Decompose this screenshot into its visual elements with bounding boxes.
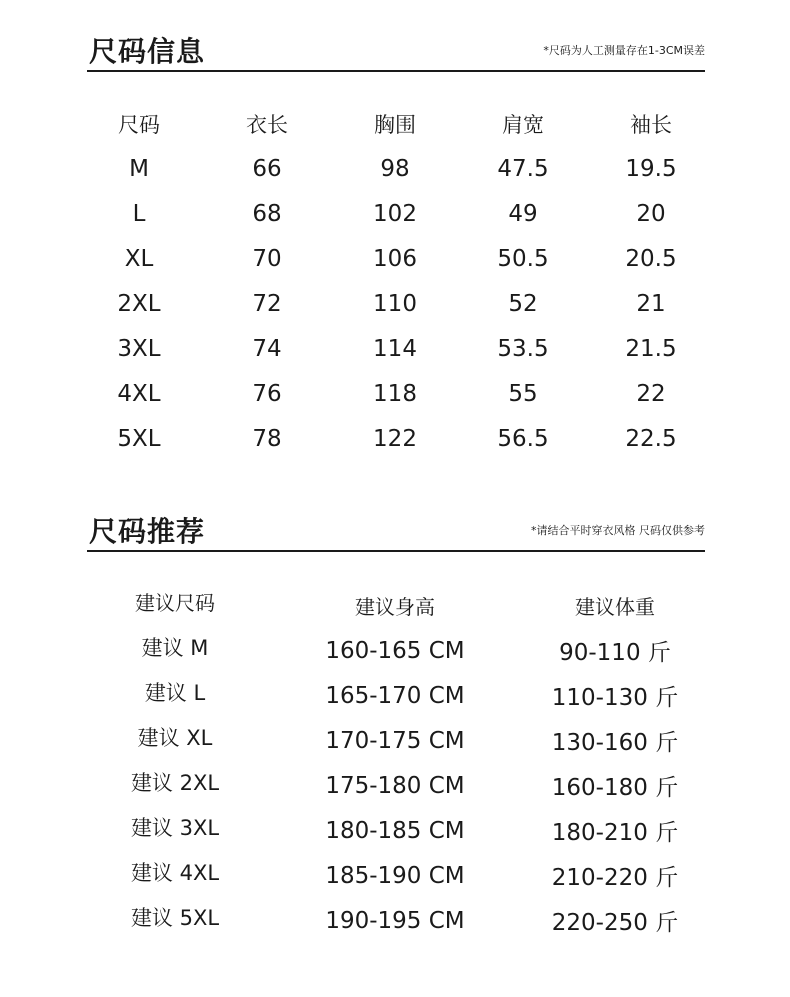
size-recommend-cell: 建议 L bbox=[144, 680, 206, 705]
size-recommend-column-header: 建议尺码 bbox=[135, 591, 215, 615]
table-row bbox=[75, 628, 715, 673]
table-row bbox=[75, 898, 715, 943]
size-info-note: *尺码为人工测量存在1-3CM误差 bbox=[543, 44, 705, 57]
size-recommend-cell: 建议 5XL bbox=[130, 905, 220, 930]
size-info-cell: 106 bbox=[373, 245, 417, 272]
size-recommend-cell: 建议 4XL bbox=[130, 860, 220, 885]
size-info-cell: 21 bbox=[636, 290, 666, 317]
size-recommend-cell: 130-160 斤 bbox=[551, 730, 679, 756]
size-info-column-header: 尺码 bbox=[118, 112, 160, 137]
size-info-cell: M bbox=[129, 155, 149, 182]
size-recommend-cell: 建议 XL bbox=[137, 725, 213, 750]
size-info-cell: 22.5 bbox=[625, 425, 677, 452]
size-recommend-header bbox=[87, 510, 705, 550]
size-info-cell: 3XL bbox=[117, 335, 161, 362]
size-recommend-cell: 90-110 斤 bbox=[559, 640, 671, 666]
size-info-cell: 21.5 bbox=[625, 335, 677, 362]
size-info-cell: L bbox=[132, 200, 146, 227]
size-recommend-column-header: 建议体重 bbox=[575, 595, 655, 619]
size-info-column-header: 肩宽 bbox=[502, 112, 544, 137]
table-row bbox=[75, 718, 715, 763]
size-info-cell: 102 bbox=[373, 200, 417, 227]
size-info-cell: 49 bbox=[508, 200, 538, 227]
table-row bbox=[75, 808, 715, 853]
size-info-cell: 50.5 bbox=[497, 245, 549, 272]
size-info-header-row bbox=[75, 101, 715, 146]
size-recommend-cell: 110-130 斤 bbox=[551, 685, 679, 711]
size-info-cell: 4XL bbox=[117, 380, 161, 407]
size-info-cell: 66 bbox=[252, 155, 282, 182]
table-row bbox=[75, 853, 715, 898]
table-row bbox=[75, 673, 715, 718]
size-info-cell: 114 bbox=[373, 335, 417, 362]
size-info-cell: 5XL bbox=[117, 425, 161, 452]
size-info-cell: 20.5 bbox=[625, 245, 677, 272]
size-recommend-table bbox=[75, 583, 715, 943]
table-row bbox=[75, 191, 715, 236]
size-info-cell: 118 bbox=[373, 380, 417, 407]
size-info-header bbox=[87, 30, 705, 70]
size-recommend-cell: 160-180 斤 bbox=[551, 775, 679, 801]
table-row bbox=[75, 236, 715, 281]
size-recommend-cell: 160-165 CM bbox=[325, 637, 465, 664]
size-info-table bbox=[75, 101, 715, 461]
size-info-cell: 122 bbox=[373, 425, 417, 452]
size-info-cell: 72 bbox=[252, 290, 282, 317]
size-recommend-cell: 170-175 CM bbox=[325, 727, 465, 754]
size-info-cell: 22 bbox=[636, 380, 666, 407]
size-recommend-cell: 180-185 CM bbox=[325, 817, 465, 844]
size-recommend-divider bbox=[87, 550, 705, 552]
size-info-cell: 52 bbox=[508, 290, 538, 317]
size-info-cell: 53.5 bbox=[497, 335, 549, 362]
size-recommend-header-row bbox=[75, 583, 715, 628]
size-info-cell: 70 bbox=[252, 245, 282, 272]
size-info-cell: 68 bbox=[252, 200, 282, 227]
size-recommend-cell: 建议 M bbox=[141, 635, 209, 660]
size-info-title: 尺码信息 bbox=[89, 35, 206, 68]
table-row bbox=[75, 326, 715, 371]
size-recommend-cell: 建议 2XL bbox=[130, 770, 220, 795]
size-recommend-cell: 建议 3XL bbox=[130, 815, 220, 840]
size-recommend-cell: 190-195 CM bbox=[325, 907, 465, 934]
size-recommend-cell: 175-180 CM bbox=[325, 772, 465, 799]
table-row bbox=[75, 146, 715, 191]
size-info-cell: 47.5 bbox=[497, 155, 549, 182]
size-recommend-cell: 220-250 斤 bbox=[551, 910, 679, 936]
size-info-column-header: 袖长 bbox=[630, 112, 672, 137]
size-recommend-cell: 210-220 斤 bbox=[551, 865, 679, 891]
size-recommend-title: 尺码推荐 bbox=[89, 515, 206, 548]
size-recommend-cell: 180-210 斤 bbox=[551, 820, 679, 846]
table-row bbox=[75, 416, 715, 461]
size-recommend-column-header: 建议身高 bbox=[355, 595, 435, 619]
size-info-cell: 110 bbox=[373, 290, 417, 317]
size-info-cell: 56.5 bbox=[497, 425, 549, 452]
size-info-cell: 20 bbox=[636, 200, 666, 227]
size-info-column-header: 胸围 bbox=[374, 112, 416, 137]
size-info-cell: 19.5 bbox=[625, 155, 677, 182]
size-info-cell: 2XL bbox=[117, 290, 161, 317]
size-info-cell: 76 bbox=[252, 380, 282, 407]
table-row bbox=[75, 763, 715, 808]
size-recommend-note: *请结合平时穿衣风格 尺码仅供参考 bbox=[531, 524, 705, 537]
size-info-column-header: 衣长 bbox=[246, 112, 288, 137]
table-row bbox=[75, 371, 715, 416]
size-recommend-cell: 185-190 CM bbox=[325, 862, 465, 889]
size-info-cell: XL bbox=[124, 245, 154, 272]
size-info-cell: 55 bbox=[508, 380, 538, 407]
size-recommend-cell: 165-170 CM bbox=[325, 682, 465, 709]
size-info-divider bbox=[87, 70, 705, 72]
size-info-cell: 74 bbox=[252, 335, 282, 362]
size-info-cell: 78 bbox=[252, 425, 282, 452]
size-info-cell: 98 bbox=[380, 155, 410, 182]
table-row bbox=[75, 281, 715, 326]
